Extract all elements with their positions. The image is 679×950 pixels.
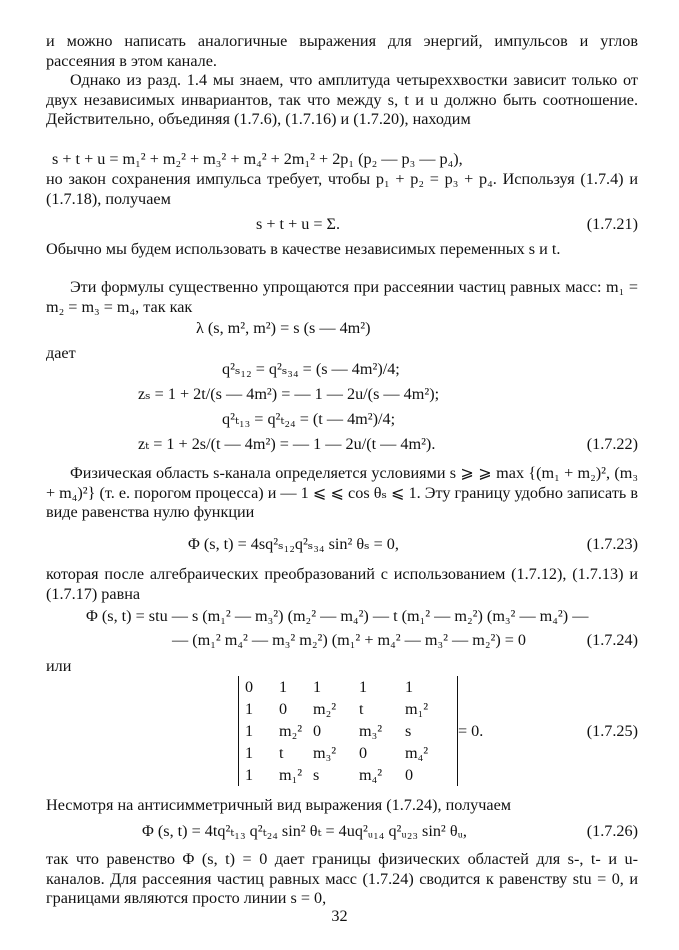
equation-text: Φ (s, t) = stu — s (m₁² — m₃²) (m₂² — m₄²) — t (m₁² — m₂²) (m₃² — m₄²) — (86, 607, 589, 625)
determinant-cell: 0 (245, 678, 254, 696)
paragraph-boundaries: так что равенство Φ (s, t) = 0 дает границы физических областей для s-, t- и u-каналов. Для рассеяния частиц равных масс (1.7.24) сводится к равенству stu = 0, и границами являются просто линии s = 0, (46, 850, 638, 908)
determinant-cell: 0 (405, 766, 414, 784)
paragraph-gives: дает (46, 344, 76, 362)
equation-sum-masses (46, 149, 638, 170)
equation-text: s + t + u = m₁² + m₂² + m₃² + m₄² + 2m₁² + 2p₁ (p₂ — p₃ — p₄), (52, 150, 463, 168)
equation-1-7-21 (46, 214, 638, 235)
equation-1-7-23 (46, 534, 638, 555)
determinant-cell: m₄² (405, 744, 429, 762)
paragraph-algebraic: которая после алгебраических преобразований с использованием (1.7.12), (1.7.13) и (1.7.17) равна (46, 565, 638, 603)
determinant-cell: s (405, 722, 412, 740)
determinant-cell: 1 (245, 766, 254, 784)
determinant-equals: = 0. (458, 722, 484, 740)
determinant-cell: 0 (359, 744, 368, 762)
determinant-row (245, 742, 451, 764)
paragraph-invariants: Однако из разд. 1.4 мы знаем, что амплитуда четыреххвостки зависит только от двух независимых инвариантов, так что между s, t и u должно быть соотношение. Действительно, объединяя (1.7.6), (1.7.16) и (1.7.20), находим (46, 71, 638, 129)
equation-zt (46, 434, 638, 455)
equation-text: — (m₁² m₄² — m₃² m₂²) (m₁² + m₄² — m₃² — m₂²) = 0 (172, 631, 527, 649)
equation-1-7-25 (46, 676, 638, 788)
determinant-cell: m₃² (313, 744, 337, 762)
determinant-cell: 1 (245, 744, 254, 762)
determinant-cell: s (313, 766, 320, 784)
paragraph-continuation: и можно написать аналогичные выражения для энергий, импульсов и углов рассеяния в этом канале. (46, 32, 638, 70)
determinant-cell: m₂² (279, 722, 303, 740)
determinant-cell: 1 (245, 700, 254, 718)
paragraph-variables: Обычно мы будем использовать в качестве независимых переменных s и t. (46, 240, 561, 258)
equation-zs (46, 384, 638, 405)
equation-qt (46, 409, 638, 430)
equation-number: (1.7.26) (586, 822, 638, 840)
determinant-cell: 1 (313, 678, 322, 696)
equation-1-7-26 (46, 821, 638, 842)
determinant-cell: 1 (245, 722, 254, 740)
equation-text: Φ (s, t) = 4sq²ₛ₁₂q²ₛ₃₄ sin² θₛ = 0, (188, 535, 399, 553)
paragraph-physical-region: Физическая область s-канала определяется условиями s ⩾ ⩾ max {(m₁ + m₂)², (m₃ + m₄)²} (т. е. порогом процесса) и — 1 ⩽ ⩽ cos θₛ ⩽ 1. Эту границу удобно записать в виде равенства нулю функции (46, 464, 638, 522)
determinant-row (245, 698, 451, 720)
equation-text: zₛ = 1 + 2t/(s — 4m²) = — 1 — 2u/(s — 4m²); (138, 385, 440, 403)
equation-qs (46, 359, 638, 380)
equation-text: q²ₜ₁₃ = q²ₜ₂₄ = (t — 4m²)/4; (222, 410, 396, 428)
determinant-cell: t (359, 700, 364, 718)
equation-1-7-24-line2 (46, 630, 638, 651)
equation-text: q²ₛ₁₂ = q²ₛ₃₄ = (s — 4m²)/4; (222, 360, 400, 378)
equation-1-7-24-line1 (46, 606, 638, 627)
equation-number: (1.7.21) (586, 215, 638, 233)
determinant-cell: m₁² (279, 766, 303, 784)
paragraph-equal-masses: Эти формулы существенно упрощаются при рассеянии частиц равных масс: m₁ = m₂ = m₃ = m₄, так как (46, 278, 638, 316)
determinant-row (245, 720, 451, 742)
paragraph-antisymmetric: Несмотря на антисимметричный вид выражения (1.7.24), получаем (46, 796, 512, 814)
determinant-cell: t (279, 744, 284, 762)
equation-text: s + t + u = Σ. (256, 215, 341, 233)
determinant-cell: 1 (405, 678, 414, 696)
determinant-cell: 1 (279, 678, 288, 696)
determinant-matrix (238, 676, 458, 786)
paragraph-or: или (46, 657, 72, 675)
equation-lambda (46, 318, 638, 339)
determinant-cell: 0 (279, 700, 288, 718)
determinant-cell: 1 (359, 678, 368, 696)
equation-text: zₜ = 1 + 2s/(t — 4m²) = — 1 — 2u/(t — 4m²). (138, 435, 436, 453)
equation-number: (1.7.25) (586, 722, 638, 740)
equation-text: λ (s, m², m²) = s (s — 4m²) (196, 319, 371, 337)
paragraph-momentum: но закон сохранения импульса требует, чтобы p₁ + p₂ = p₃ + p₄. Используя (1.7.4) и (1.7.18), получаем (46, 170, 638, 208)
determinant-cell: m₁² (405, 700, 429, 718)
equation-number: (1.7.22) (586, 435, 638, 453)
determinant-row (245, 764, 451, 786)
equation-text: Φ (s, t) = 4tq²ₜ₁₃ q²ₜ₂₄ sin² θₜ = 4uq²ᵤ₁₄ q²ᵤ₂₃ sin² θᵤ, (142, 822, 467, 840)
determinant-cell: m₄² (359, 766, 383, 784)
determinant-cell: m₃² (359, 722, 383, 740)
equation-number: (1.7.23) (586, 535, 638, 553)
determinant-row (245, 676, 451, 698)
equation-number: (1.7.24) (586, 631, 638, 649)
page-number: 32 (331, 907, 348, 925)
determinant-cell: 0 (313, 722, 322, 740)
determinant-cell: m₂² (313, 700, 337, 718)
